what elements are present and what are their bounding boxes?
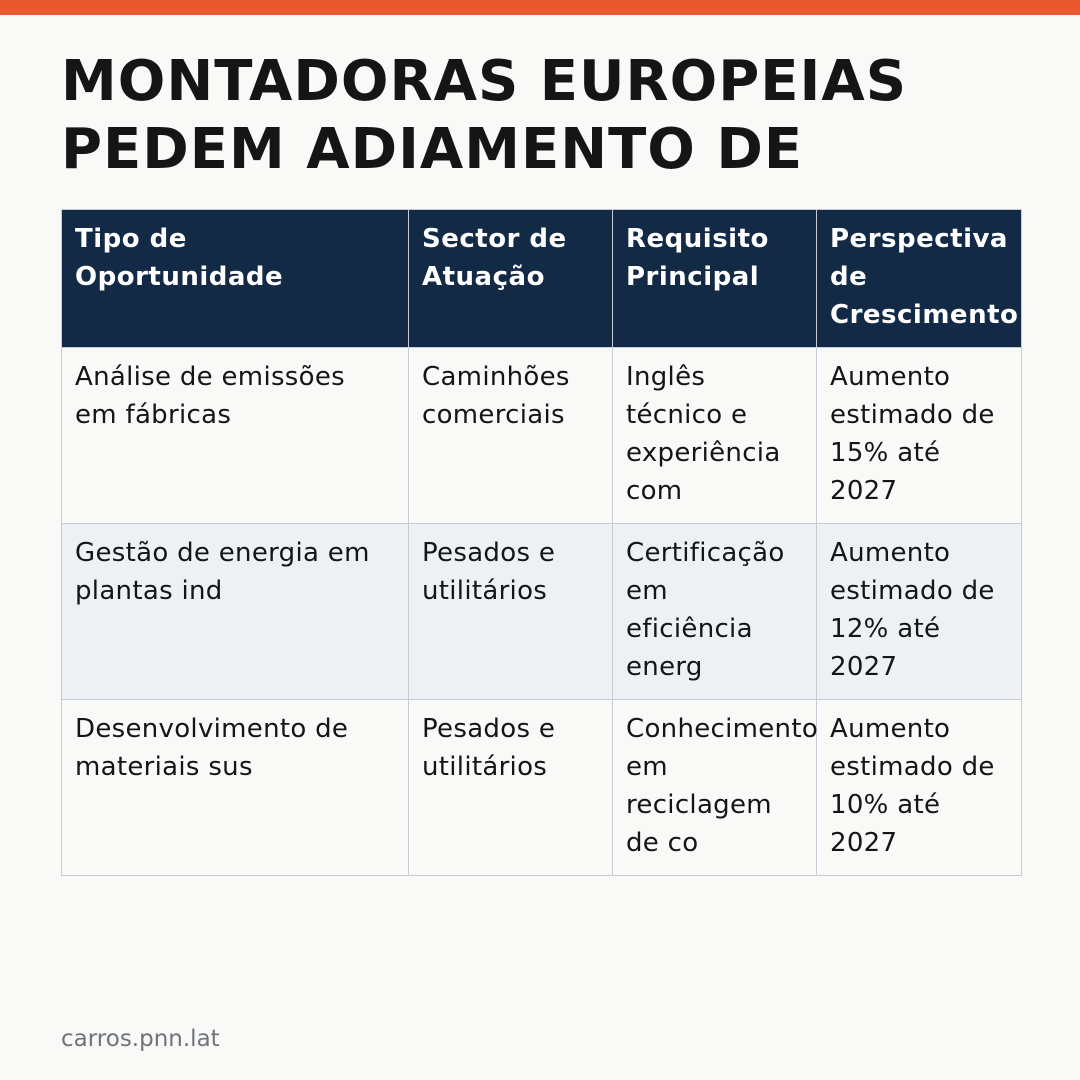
accent-top-bar: [0, 0, 1080, 15]
table-cell: Aumento estimado de 10% até 2027: [817, 700, 1022, 876]
header-cell-requisito: Requisito Principal: [613, 210, 817, 348]
table-cell: Conhecimento em reciclagem de co: [613, 700, 817, 876]
table-cell: Aumento estimado de 15% até 2027: [817, 348, 1022, 524]
table-cell: Desenvolvimento de materiais sus: [62, 700, 409, 876]
table-cell: Inglês técnico e experiência com: [613, 348, 817, 524]
opportunities-table: [61, 209, 1022, 876]
table-cell: Gestão de energia em plantas ind: [62, 524, 409, 700]
table-header: [62, 210, 1022, 348]
table-cell: Certificação em eficiência energ: [613, 524, 817, 700]
table-cell: Pesados e utilitários: [409, 524, 613, 700]
table-body: [62, 348, 1022, 876]
table-cell: Aumento estimado de 12% até 2027: [817, 524, 1022, 700]
table-cell: Caminhões comerciais: [409, 348, 613, 524]
header-cell-sector: Sector de Atuação: [409, 210, 613, 348]
header-cell-tipo: Tipo de Oportunidade: [62, 210, 409, 348]
table-row: [62, 524, 1022, 700]
table-header-row: [62, 210, 1022, 348]
source-label: carros.pnn.lat: [61, 1026, 220, 1052]
table-cell: Análise de emissões em fábricas: [62, 348, 409, 524]
header-cell-perspectiva: Perspectiva de Crescimento: [817, 210, 1022, 348]
table-cell: Pesados e utilitários: [409, 700, 613, 876]
headline: MONTADORAS EUROPEIAS PEDEM ADIAMENTO DE: [61, 49, 908, 182]
table-row: [62, 348, 1022, 524]
table-row: [62, 700, 1022, 876]
